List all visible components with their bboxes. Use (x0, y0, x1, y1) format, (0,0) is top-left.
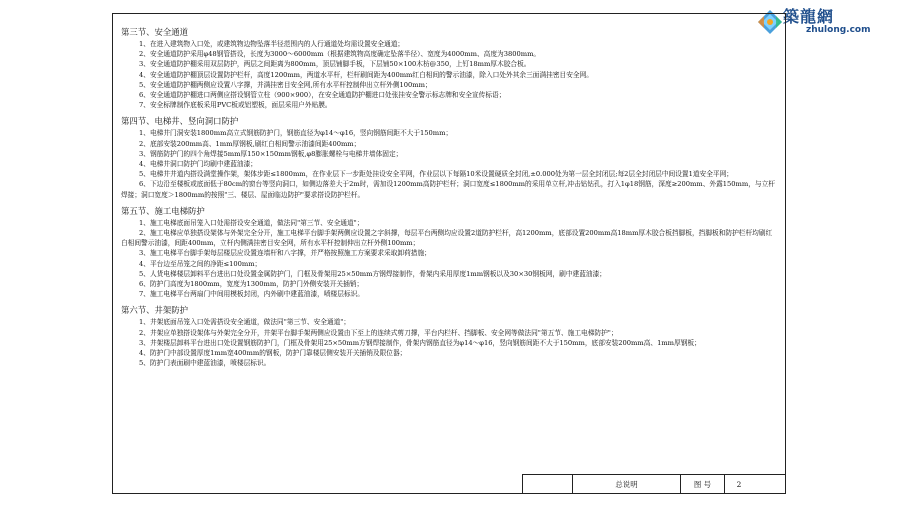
list-item: 3、安全通道防护棚采用双层防护，两层之间距离为800mm，顶层铺脚手板，下层铺50×100木枋@350，上钉18mm厚木胶合板。 (139, 60, 531, 69)
section-title: 第四节、电梯井、竖向洞口防护 (121, 116, 239, 127)
list-item: 3、钢筋防护门的四个角焊接5mm厚150×150mm钢板,φ8膨胀螺栓与电梯井墙体固定； (139, 149, 403, 158)
logo-name: 築龍網 (783, 7, 835, 26)
list-item: 4、防护门中部设置厚度1mm宽400mm的钢板，防护门靠楼层侧安装开关插销及限位器； (139, 349, 407, 358)
title-block-label: 图 号 (681, 475, 725, 493)
title-block-name: 总说明 (573, 475, 681, 493)
document-body (121, 27, 777, 471)
logo-url: zhulong.com (806, 25, 871, 35)
list-item: 6、下边沿至楼板或底面低于80cm的窗台等竖向洞口，如侧边落差大于2m时，需加设1200mm高防护栏杆；洞口宽度≤1800mm的采用单立杆,冲击钻钻孔，打入1φ18钢筋，深度≥200mm、外露150mm，与立杆焊接；洞口宽度＞1800mm的按照"三、楼层、屋面临边防护"要求搭设防护栏杆。 (121, 180, 775, 199)
title-block-blank (523, 475, 573, 493)
section-title: 第三节、安全通道 (121, 27, 188, 37)
section-6 (121, 305, 777, 368)
title-block (522, 474, 785, 493)
list-item: 7、安全标牌制作底板采用PVC板或铝塑板，面层采用户外贴膜。 (139, 101, 332, 110)
list-item: 4、平台边至吊笼之间的净距≤100mm； (139, 259, 262, 268)
list-item: 7、施工电梯平台两扇门中间用模板封闭，内外刷中建蓝油漆，喷楼层标识。 (139, 290, 364, 299)
list-item: 5、电梯井井道内搭设满堂操作架，架体步距≤1800mm，在作业层下一步距处挂设安全平网，作业层以下每隔10米设置硬质全封闭,±0.000处为第一层全封闭层;每2层全封闭层中间设置1道安全平网； (139, 170, 733, 179)
list-item: 1、施工电梯底面吊笼入口处需搭设安全通道，做法同"第三节、安全通道"； (139, 218, 364, 227)
list-item: 1、在进入建筑物入口处，或建筑物边物坠落半径范围内的人行通道处均需设置安全通道； (139, 40, 405, 48)
list-item: 1、电梯井门洞安装1800mm高立式钢筋防护门，钢筋直径为φ14～φ16，竖向钢筋间距不大于150mm； (139, 129, 453, 138)
list-item: 2、安全通道防护采用φ48钢管搭设，长度为3000～6000mm（根据建筑物高度确定坠落半径）、宽度为4000mm、高度为3800mm。 (139, 50, 541, 59)
section-title: 第六节、井架防护 (121, 305, 188, 316)
list-item: 1、井架底面吊笼入口处需搭设安全通道，做法同"第三节、安全通道"； (139, 318, 351, 327)
list-item: 4、电梯井洞口防护门均刷中建蓝油漆； (139, 160, 257, 169)
list-item: 3、施工电梯平台脚手架每层楼层应设置连墙杆和八字撑，并严格按照施工方案要求采取卸荷措施； (139, 249, 431, 258)
drawing-frame (112, 13, 786, 494)
list-item: 4、安全通道防护棚顶层设置防护栏杆，高度1200mm，两道水平杆，栏杆刷间距为400mm红白相间的警示油漆，除入口处外其余三面满挂密目安全网。 (139, 70, 593, 79)
list-item: 5、安全通道防护棚两侧应设置八字撑，并满挂密目安全网,所有水平杆控制伸出立杆外侧100mm； (139, 80, 432, 89)
section-5 (121, 206, 777, 300)
section-4 (121, 116, 777, 199)
section-title: 第五节、施工电梯防护 (121, 205, 205, 216)
list-item: 2、施工电梯应单独搭设架体与外架完全分开，施工电梯平台脚手架两侧应设置之字斜撑，每层平台两侧均应设置2道防护栏杆，高1200mm，底部设置200mm高18mm厚木胶合板挡脚板，挡脚板和防护栏杆均刷红白相间警示油漆，间距400mm，立杆内侧满挂密目安全网，所有水平杆控制伸出立杆外侧100mm； (121, 229, 773, 248)
list-item: 6、防护门高度为1800mm，宽度为1300mm，防护门外侧安装开关插销； (139, 280, 364, 289)
list-item: 2、井架应单独搭设架体与外架完全分开，井架平台脚手架两侧应设置由下至上的连续式剪刀撑，平台内栏杆、挡脚板、安全网等做法同"第五节、施工电梯防护"； (139, 328, 618, 337)
list-item: 5、人货电梯楼层卸料平台进出口处设置金属防护门，门框及骨架用25×50mm方钢焊接制作，骨架内采用厚度1mm钢板以及30×30钢板网，刷中建蓝油漆； (139, 269, 606, 278)
list-item: 2、底部安装200mm高、1mm厚钢板,刷红白相间警示油漆间距400mm； (139, 139, 361, 148)
list-item: 6、安全通道防护棚进口两侧应搭设钢管立柱（900×900），在安全通道防护棚进口处张挂安全警示标志牌和安全宣传标语； (139, 91, 506, 100)
section-3 (121, 27, 777, 110)
title-block-number: 2 (736, 479, 742, 489)
list-item: 3、井架楼层卸料平台进出口处设置钢筋防护门，门框及骨架用25×50mm方钢焊接制作，骨架内钢筋直径为φ14～φ16，竖向钢筋间距不大于150mm，底部安装200mm高、1mm厚钢板； (139, 338, 701, 347)
list-item: 5、防护门表面刷中建蓝油漆，喷楼层标识。 (139, 359, 271, 368)
